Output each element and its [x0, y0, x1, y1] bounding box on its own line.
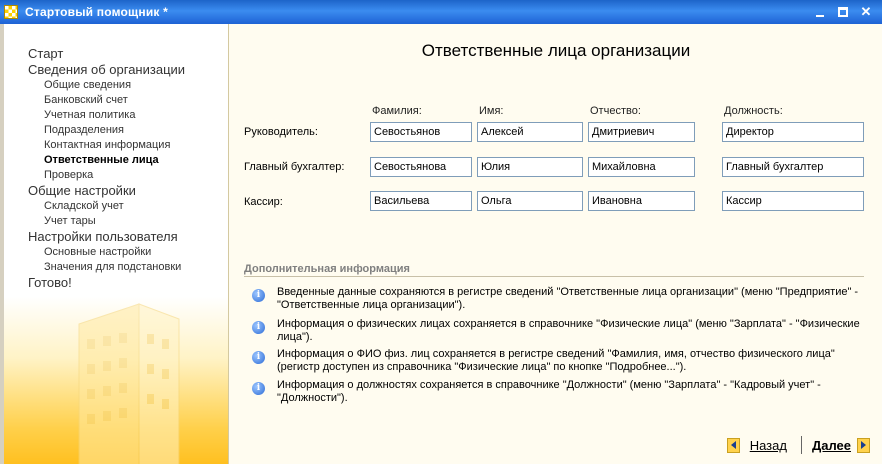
- wizard-navigation: [727, 436, 870, 454]
- sidebar-step-1[interactable]: Сведения об организации: [28, 62, 186, 77]
- window-controls: [810, 3, 876, 21]
- sidebar-step-4[interactable]: Учетная политика: [44, 109, 136, 121]
- app-icon: [4, 5, 18, 19]
- info-icon: i: [252, 382, 265, 395]
- info-text: Информация о физических лицах сохраняется в справочнике "Физические лица" (меню "Зарплата" - "Физические лица").: [277, 318, 860, 343]
- info-item: [252, 348, 872, 374]
- column-header-patronymic: Отчество:: [590, 105, 641, 117]
- column-header-surname: Фамилия:: [372, 105, 422, 117]
- cashier-name-field[interactable]: Ольга: [477, 191, 583, 211]
- director-patronymic-field[interactable]: Дмитриевич: [588, 122, 695, 142]
- sidebar-step-5[interactable]: Подразделения: [44, 124, 124, 136]
- wizard-steps-panel: [4, 24, 229, 464]
- wizard-steps-list: [28, 46, 185, 291]
- info-text: Информация о должностях сохраняется в справочнике "Должности" (меню "Зарплата" - "Кадровый учет" - "Должности").: [277, 379, 821, 404]
- sidebar-step-12[interactable]: Настройки пользователя: [28, 229, 178, 244]
- next-button[interactable]: Далее: [811, 437, 851, 453]
- maximize-icon: [838, 7, 848, 17]
- arrow-right-icon: [861, 441, 866, 449]
- info-text: Информация о ФИО физ. лиц сохраняется в регистре сведений "Фамилия, имя, отчество физического лица" (регистр доступен из справочника "Физические лица" по кнопке "Подробнее...").: [277, 348, 835, 373]
- info-icon: i: [252, 321, 265, 334]
- title-bar: [0, 0, 882, 24]
- sidebar-step-13[interactable]: Основные настройки: [44, 246, 152, 258]
- window-title: Стартовый помощник *: [25, 5, 169, 19]
- info-item: [252, 379, 872, 405]
- info-item: [252, 318, 872, 344]
- arrow-left-icon: [731, 441, 736, 449]
- chief-accountant-surname-field[interactable]: Севостьянова: [370, 157, 472, 177]
- sidebar-step-0[interactable]: Старт: [28, 46, 64, 61]
- chief-accountant-name-field[interactable]: Юлия: [477, 157, 583, 177]
- main-content: [230, 24, 882, 464]
- sidebar-step-7[interactable]: Ответственные лица: [44, 154, 159, 166]
- info-icon: i: [252, 351, 265, 364]
- director-surname-field[interactable]: Севостьянов: [370, 122, 472, 142]
- maximize-button[interactable]: [833, 3, 853, 21]
- building-illustration: [59, 284, 189, 464]
- column-header-position: Должность:: [724, 105, 783, 117]
- info-section-title: Дополнительная информация: [244, 263, 410, 275]
- row-label-cashier: Кассир:: [244, 196, 283, 208]
- cashier-patronymic-field[interactable]: Ивановна: [588, 191, 695, 211]
- column-header-name: Имя:: [479, 105, 504, 117]
- director-position-field[interactable]: Директор: [722, 122, 864, 142]
- sidebar-step-11[interactable]: Учет тары: [44, 215, 96, 227]
- sidebar-step-9[interactable]: Общие настройки: [28, 183, 136, 198]
- sidebar-step-3[interactable]: Банковский счет: [44, 94, 128, 106]
- back-button[interactable]: Назад: [749, 437, 787, 453]
- sidebar-step-2[interactable]: Общие сведения: [44, 79, 132, 91]
- sidebar-step-15[interactable]: Готово!: [28, 275, 72, 290]
- minimize-button[interactable]: [810, 3, 830, 21]
- info-icon: i: [252, 289, 265, 302]
- minimize-icon: [816, 15, 824, 17]
- close-icon: ✕: [860, 4, 872, 19]
- sidebar-step-6[interactable]: Контактная информация: [44, 139, 171, 151]
- page-title: Ответственные лица организации: [421, 41, 691, 60]
- chief-accountant-position-field[interactable]: Главный бухгалтер: [722, 157, 864, 177]
- row-label-director: Руководитель:: [244, 126, 318, 138]
- sidebar-step-10[interactable]: Складской учет: [44, 200, 124, 212]
- row-label-chief-accountant: Главный бухгалтер:: [244, 161, 345, 173]
- close-button[interactable]: [856, 3, 876, 21]
- chief-accountant-patronymic-field[interactable]: Михайловна: [588, 157, 695, 177]
- sidebar-step-14[interactable]: Значения для подстановки: [44, 261, 182, 273]
- nav-separator: [801, 436, 802, 454]
- cashier-surname-field[interactable]: Васильева: [370, 191, 472, 211]
- info-text: Введенные данные сохраняются в регистре сведений "Ответственные лица организации" (меню "Предприятие" - "Ответственные лица организации").: [277, 286, 859, 311]
- info-divider: [244, 276, 864, 277]
- info-item: [252, 286, 872, 312]
- director-name-field[interactable]: Алексей: [477, 122, 583, 142]
- cashier-position-field[interactable]: Кассир: [722, 191, 864, 211]
- back-arrow-button[interactable]: [727, 438, 740, 453]
- sidebar-step-8[interactable]: Проверка: [44, 169, 94, 181]
- next-arrow-button[interactable]: [857, 438, 870, 453]
